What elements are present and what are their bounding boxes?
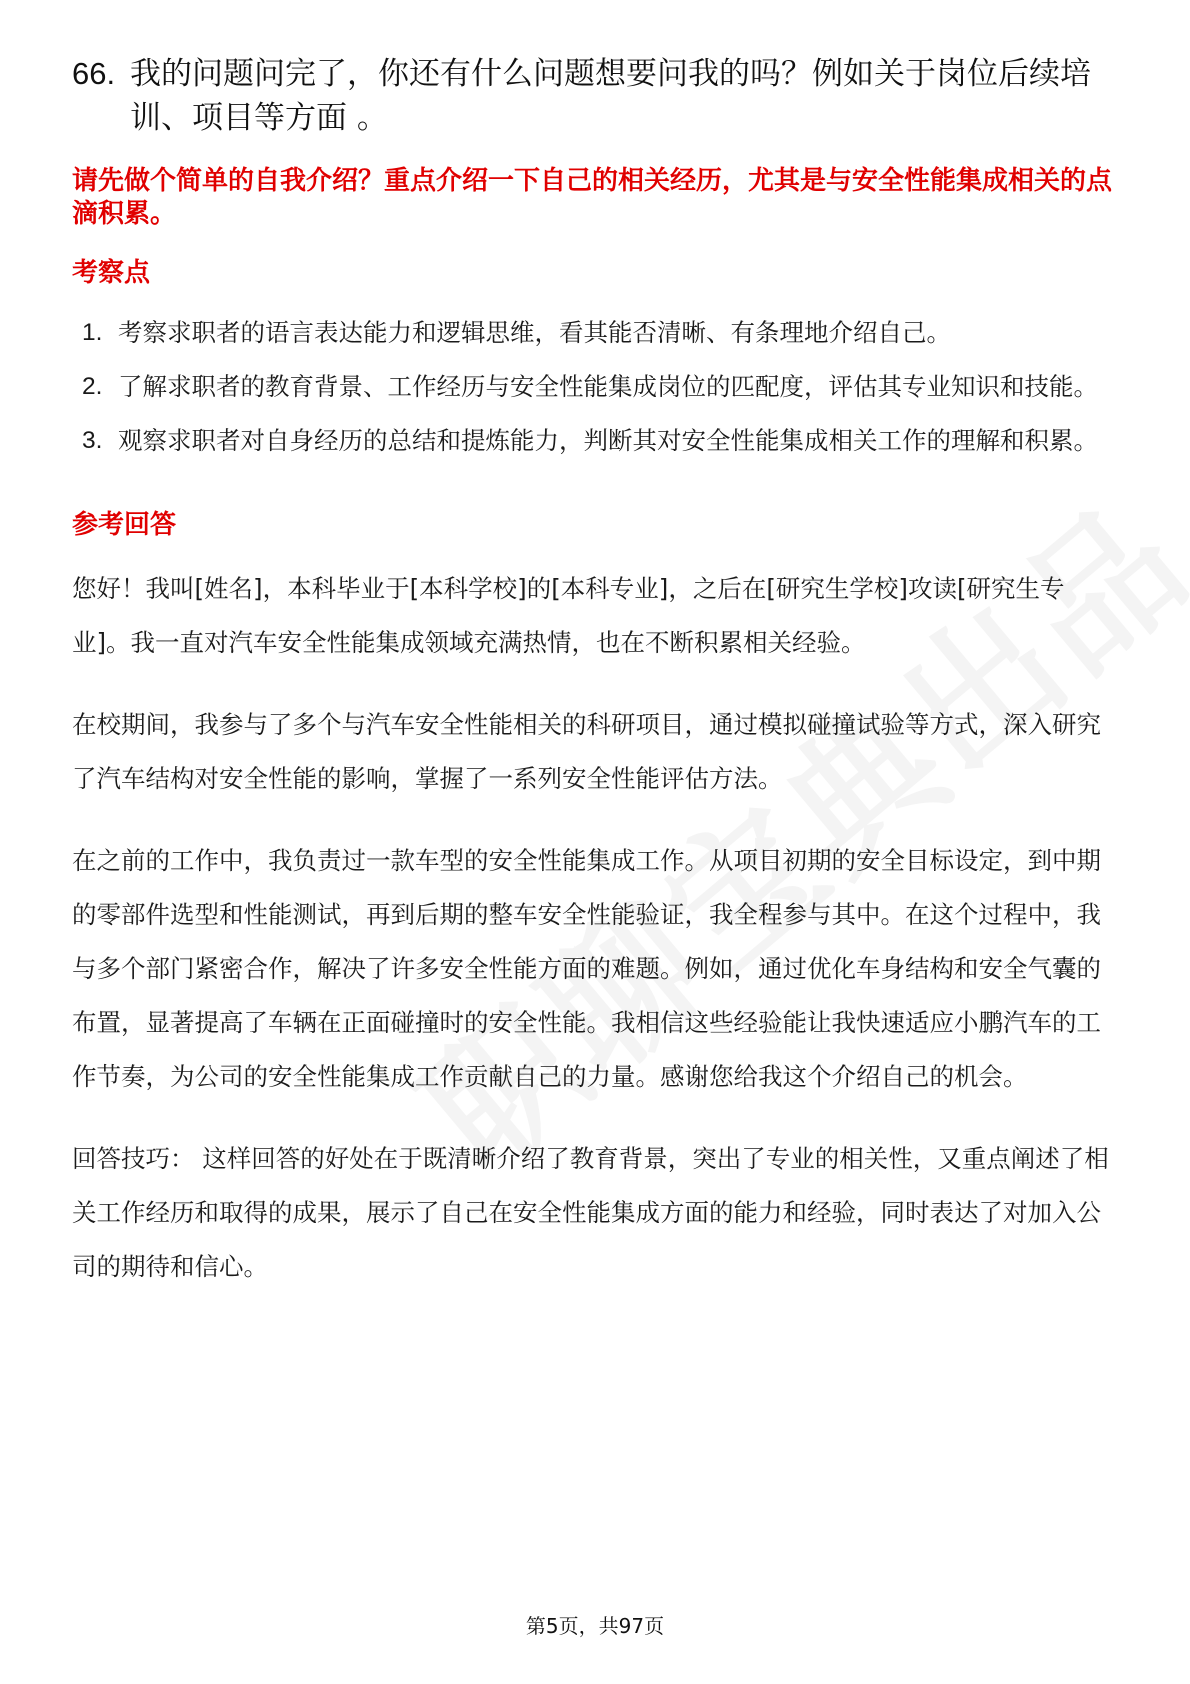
question-number: 66.	[72, 56, 116, 91]
list-item-text: 考察求职者的语言表达能力和逻辑思维，看其能否清晰、有条理地介绍自己。	[118, 318, 951, 347]
check-points-label: 考察点	[72, 258, 151, 288]
list-item-number: 1.	[82, 319, 103, 346]
list-item	[82, 306, 1122, 360]
document-body	[72, 52, 1122, 1294]
list-item	[82, 360, 1122, 414]
list-item	[82, 414, 1122, 468]
list-item-number: 3.	[82, 427, 103, 454]
question-text: 我的问题问完了，你还有什么问题想要问我的吗？例如关于岗位后续培训、项目等方面 。	[130, 56, 1091, 136]
question-heading	[72, 52, 1122, 140]
answer-tips: 回答技巧： 这样回答的好处在于既清晰介绍了教育背景，突出了专业的相关性，又重点阐述了相关工作经历和取得的成果，展示了自己在安全性能集成方面的能力和经验，同时表达了对加入公司的期待和信心。	[72, 1144, 1109, 1281]
highlight-question: 请先做个简单的自我介绍？重点介绍一下自己的相关经历，尤其是与安全性能集成相关的点滴积累。	[72, 166, 1113, 229]
list-item-number: 2.	[82, 373, 103, 400]
answer-paragraph: 您好！我叫[姓名]，本科毕业于[本科学校]的[本科专业]，之后在[研究生学校]攻读[研究生专业]。我一直对汽车安全性能集成领域充满热情，也在不断积累相关经验。	[72, 574, 1065, 657]
list-item-text: 观察求职者对自身经历的总结和提炼能力，判断其对安全性能集成相关工作的理解和积累。	[118, 426, 1098, 455]
answer-paragraph: 在之前的工作中，我负责过一款车型的安全性能集成工作。从项目初期的安全目标设定，到中期的零部件选型和性能测试，再到后期的整车安全性能验证，我全程参与其中。在这个过程中，我与多个部门紧密合作，解决了许多安全性能方面的难题。例如，通过优化车身结构和安全气囊的布置，显著提高了车辆在正面碰撞时的安全性能。我相信这些经验能让我快速适应小鹏汽车的工作节奏，为公司的安全性能集成工作贡献自己的力量。感谢您给我这个介绍自己的机会。	[72, 846, 1101, 1091]
page-footer: 第5页，共97页	[525, 1614, 665, 1638]
list-item-text: 了解求职者的教育背景、工作经历与安全性能集成岗位的匹配度，评估其专业知识和技能。	[118, 372, 1098, 401]
check-points-list	[72, 306, 1122, 468]
reference-answer-label: 参考回答	[72, 510, 177, 540]
answer-paragraph: 在校期间，我参与了多个与汽车安全性能相关的科研项目，通过模拟碰撞试验等方式，深入研究了汽车结构对安全性能的影响，掌握了一系列安全性能评估方法。	[72, 710, 1101, 793]
